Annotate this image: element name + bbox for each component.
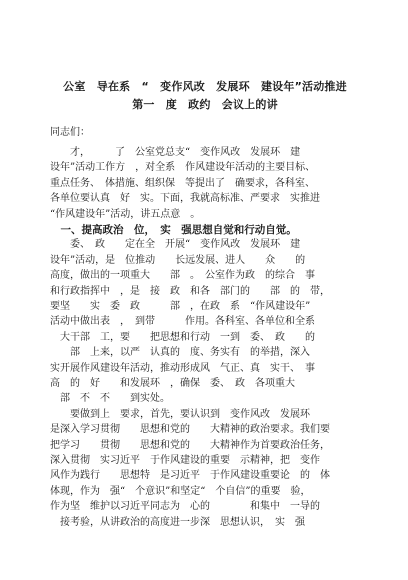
body-line: 各单位要认真 好 实。下面，我就高标准、严要求 实推进 (50, 193, 320, 205)
body-line: 要做到上 要求，首先，要认识到 变作风改 发展环 (50, 408, 310, 420)
body-line: 作为坚 维护以习近平同志为 心的 和集中 一导的 (50, 501, 320, 513)
body-line: 实开展作风建设年活动，推动形成风 气正、真 实干、 事 (50, 362, 315, 374)
body-line: 是深入学习贯彻 思想和党的 大精神的政治要求。我们要 (50, 424, 330, 436)
body-line: 重点任务、 体措施、组织保 等提出了 确要求，各科室、 (50, 177, 315, 189)
body-line: “作风建设年”活动，讲五点意 。 (50, 208, 201, 220)
body-line: 部 上来，以严 认真的 度、务实有 的举措，深入 (50, 347, 310, 359)
body-line: 深入贯彻 实习近平 于作风建设的重要 示精神，把 变作 (50, 455, 320, 466)
body-line: 设年”活动工作方 ，对全系 作风建设年活动的主要目标、 (50, 162, 316, 174)
salutation: 同志们： (50, 127, 90, 138)
body-line: 接考验，从讲政治的高度进一步深 思想认识， 实 强 (50, 516, 305, 528)
body-line: 把学习 贯彻 思想和党的 大精神作为首要政治任务， (50, 439, 330, 451)
body-line: 活动中做出表 ， 到带 作用。各科室、各单位和全系 (50, 316, 315, 328)
body-line: 要坚 实 委 政 部 ，在政 系 “作风建设年” (50, 301, 311, 312)
body-line: 部 不 不 到实处。 (50, 393, 170, 405)
body-line: 设年”活动，是 位推动 长远发展、进人 众 的 (50, 254, 306, 266)
body-line: 大干部 工，要 把思想和行动 一到 委、 政 的 (50, 331, 315, 343)
body-line: 和行政指挥中 ，是 接 政 和各 部门的 部 的 带， (50, 285, 330, 297)
document-title-line-1: 公室 导在系 “ 变作风改 发展环 建设年”活动推进 (63, 80, 347, 93)
body-line: 风作为践行 思想特 是习近平 于作风建设重要论 的 体 (50, 470, 330, 482)
section-heading: 一、提高政治 位， 实 强思想自觉和行动自觉。 (50, 224, 297, 236)
body-line: 委、 政 定在全 开展“ 变作风改 发展环 建 (50, 239, 301, 251)
body-line: 才， 了 公室党总支“ 变作风改 发展环 建 (50, 147, 301, 158)
body-line: 高度，做出的一项重大 部 。 公室作为政 的综合 事 (50, 270, 315, 282)
document-title-line-2: 第一 度 政约 会议上的讲 (132, 98, 278, 111)
body-line: 体现，作为 强“ 个意识”和坚定“ 个自信”的重要 验， (50, 485, 311, 497)
body-line: 高 的 好 和发展环 ，确保 委、 政 各项重大 (50, 378, 295, 389)
